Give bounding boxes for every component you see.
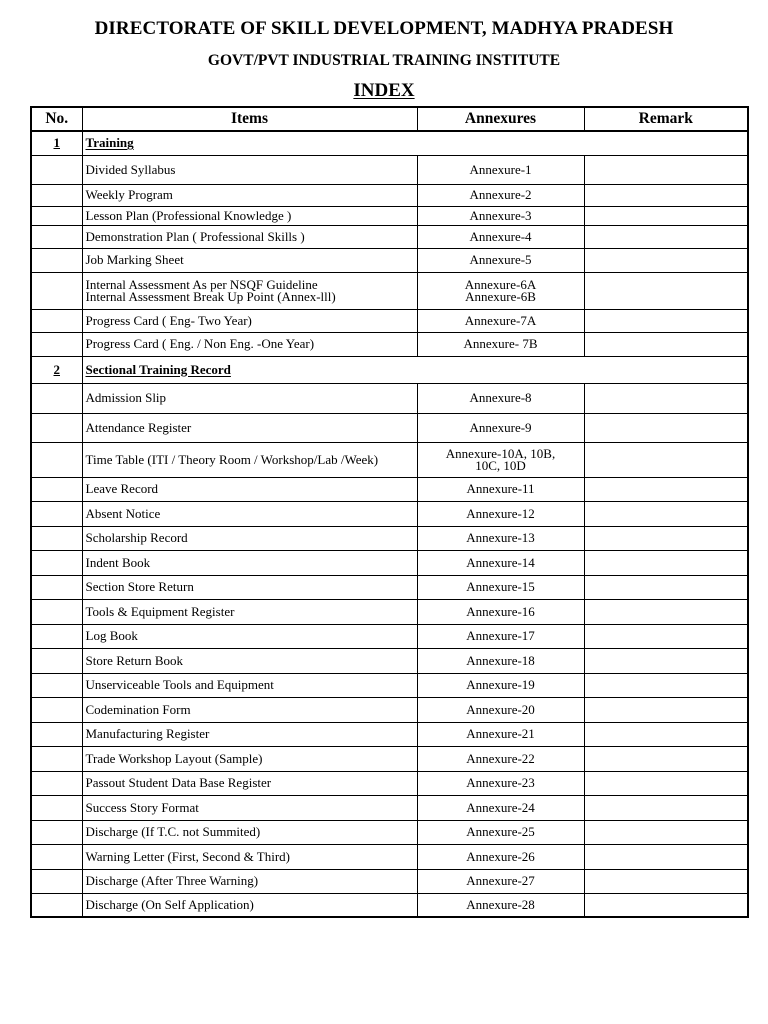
table-row (31, 442, 748, 477)
remark-cell (584, 184, 748, 206)
annexure-text: Annexure-24 (466, 799, 535, 815)
table-row (31, 383, 748, 413)
item-text: Unserviceable Tools and Equipment (85, 677, 274, 692)
item-cell (82, 844, 417, 869)
remark-cell (584, 155, 748, 184)
row-number-cell (31, 869, 82, 893)
remark-cell (584, 820, 748, 844)
row-number-cell (31, 332, 82, 356)
item-text: Discharge (After Three Warning) (85, 873, 259, 888)
remark-cell (584, 248, 748, 272)
remark-cell (584, 272, 748, 309)
annexure-cell (417, 746, 584, 771)
annexure-cell (417, 673, 584, 697)
item-cell (82, 795, 417, 820)
item-text: Codemination Form (85, 701, 191, 717)
item-cell (82, 771, 417, 795)
annexure-text: Annexure-17 (466, 628, 535, 643)
remark-cell (584, 477, 748, 501)
remark-cell (584, 442, 748, 477)
item-text: Log Book (85, 628, 138, 643)
annexure-cell (417, 383, 584, 413)
remark-cell (584, 413, 748, 442)
row-number-cell (31, 575, 82, 599)
document-subtitle: GOVT/PVT INDUSTRIAL TRAINING INSTITUTE (207, 52, 561, 69)
annexure-cell (417, 413, 584, 442)
column-header-items: Items (82, 107, 417, 131)
remark-cell (584, 648, 748, 673)
annexure-text: Annexure-14 (466, 554, 535, 570)
item-cell (82, 746, 417, 771)
annexure-text: Annexure-2 (469, 187, 532, 202)
table-body (31, 131, 748, 917)
item-cell (82, 413, 417, 442)
row-number-cell (31, 248, 82, 272)
remark-cell (584, 550, 748, 575)
row-number-cell (31, 722, 82, 746)
annexure-cell (417, 697, 584, 722)
table-row (31, 309, 748, 332)
index-heading (0, 80, 768, 102)
remark-cell (584, 673, 748, 697)
row-number-cell (31, 820, 82, 844)
remark-cell (584, 844, 748, 869)
item-text: Store Return Book (85, 652, 183, 668)
item-text-line2: Internal Assessment Break Up Point (Annex-lll) (85, 288, 336, 304)
table-row (31, 624, 748, 648)
section-row (31, 131, 748, 155)
column-header-no: No. (31, 107, 82, 131)
annexure-text: Annexure-9 (469, 419, 532, 435)
annexure-text: Annexure-26 (466, 848, 535, 864)
row-number-cell (31, 501, 82, 526)
item-cell (82, 501, 417, 526)
item-cell (82, 648, 417, 673)
table-row (31, 575, 748, 599)
column-header-remark: Remark (584, 107, 748, 131)
item-cell (82, 550, 417, 575)
table-row (31, 501, 748, 526)
annexure-text: Annexure-7A (464, 312, 537, 328)
annexure-text: Annexure-20 (466, 701, 535, 717)
table-row (31, 206, 748, 225)
remark-cell (584, 383, 748, 413)
annexure-cell (417, 225, 584, 248)
table-header-row (31, 107, 748, 131)
section-row (31, 356, 748, 383)
item-text: Scholarship Record (85, 530, 188, 545)
item-cell (82, 309, 417, 332)
column-header-annexures: Annexures (417, 107, 584, 131)
annexure-text: Annexure-11 (466, 481, 535, 496)
annexure-text: Annexure-15 (466, 579, 535, 594)
index-table (30, 106, 749, 918)
table-row (31, 893, 748, 917)
item-cell (82, 869, 417, 893)
row-number-cell (31, 225, 82, 248)
annexure-text: Annexure-3 (469, 207, 532, 223)
item-text: Warning Letter (First, Second & Third) (85, 848, 291, 864)
table-row (31, 248, 748, 272)
row-number-cell (31, 795, 82, 820)
item-cell (82, 383, 417, 413)
item-text: Trade Workshop Layout (Sample) (85, 750, 263, 766)
item-cell (82, 248, 417, 272)
annexure-text: Annexure-25 (466, 824, 535, 839)
row-number-cell (31, 272, 82, 309)
row-number-cell (31, 309, 82, 332)
item-cell (82, 155, 417, 184)
remark-cell (584, 225, 748, 248)
annexure-text: Annexure-21 (466, 726, 535, 741)
item-cell (82, 820, 417, 844)
row-number-cell (31, 442, 82, 477)
item-cell (82, 575, 417, 599)
annexure-text: Annexure-27 (466, 873, 535, 888)
table-row (31, 697, 748, 722)
remark-cell (584, 722, 748, 746)
row-number-cell (31, 771, 82, 795)
annexure-cell (417, 575, 584, 599)
section-number-text: 1 (53, 135, 60, 151)
annexure-text: Annexure-12 (466, 505, 535, 521)
section-title (82, 131, 748, 155)
annexure-cell (417, 477, 584, 501)
table-row (31, 722, 748, 746)
table-row (31, 771, 748, 795)
table-row (31, 225, 748, 248)
remark-cell (584, 697, 748, 722)
item-text: Discharge (On Self Application) (85, 896, 254, 912)
item-text: Admission Slip (85, 390, 167, 405)
row-number-cell (31, 526, 82, 550)
row-number-cell (31, 413, 82, 442)
annexure-cell (417, 155, 584, 184)
row-number-cell (31, 648, 82, 673)
annexure-cell (417, 599, 584, 624)
remark-cell (584, 771, 748, 795)
annexure-cell (417, 550, 584, 575)
remark-cell (584, 869, 748, 893)
row-number-cell (31, 477, 82, 501)
item-text: Passout Student Data Base Register (85, 775, 272, 790)
annexure-cell (417, 309, 584, 332)
annexure-cell (417, 795, 584, 820)
item-cell (82, 206, 417, 225)
annexure-text: Annexure-10A, 10B, (445, 445, 556, 461)
annexure-text: Annexure-19 (466, 677, 535, 692)
annexure-text: Annexure-28 (466, 896, 535, 912)
item-cell (82, 225, 417, 248)
table-row (31, 184, 748, 206)
remark-cell (584, 332, 748, 356)
table-row (31, 477, 748, 501)
table-row (31, 413, 748, 442)
remark-cell (584, 746, 748, 771)
item-cell (82, 184, 417, 206)
item-text: Lesson Plan (Professional Knowledge ) (85, 207, 292, 223)
annexure-text: Annexure- 7B (463, 336, 538, 351)
annexure-cell (417, 332, 584, 356)
item-cell (82, 477, 417, 501)
row-number-cell (31, 624, 82, 648)
annexure-cell (417, 248, 584, 272)
section-title (82, 356, 748, 383)
row-number-cell (31, 184, 82, 206)
annexure-text: Annexure-18 (466, 652, 535, 668)
item-text: Time Table (ITI / Theory Room / Workshop/Lab /Week) (85, 451, 379, 467)
remark-cell (584, 309, 748, 332)
row-number-cell (31, 599, 82, 624)
row-number-cell (31, 844, 82, 869)
index-heading-text: INDEX (353, 80, 415, 101)
document-title: DIRECTORATE OF SKILL DEVELOPMENT, MADHYA PRADESH (94, 18, 674, 39)
annexure-text: Annexure-8 (469, 390, 532, 405)
item-text: Tools & Equipment Register (85, 603, 235, 619)
item-cell (82, 673, 417, 697)
table-row (31, 673, 748, 697)
item-text: Success Story Format (85, 799, 199, 815)
remark-cell (584, 501, 748, 526)
table-row (31, 599, 748, 624)
item-cell (82, 332, 417, 356)
item-cell (82, 526, 417, 550)
remark-cell (584, 526, 748, 550)
annexure-cell (417, 648, 584, 673)
section-title-text: Sectional Training Record (85, 361, 231, 377)
annexure-cell (417, 184, 584, 206)
annexure-text: Annexure-16 (466, 603, 535, 619)
item-text: Section Store Return (85, 579, 194, 594)
row-number-cell (31, 746, 82, 771)
table-row (31, 332, 748, 356)
remark-cell (584, 795, 748, 820)
item-cell (82, 722, 417, 746)
section-number-text: 2 (53, 361, 60, 377)
annexure-cell (417, 722, 584, 746)
row-number-cell (31, 697, 82, 722)
table-row (31, 869, 748, 893)
table-row (31, 795, 748, 820)
remark-cell (584, 624, 748, 648)
section-number (31, 356, 82, 383)
annexure-text: Annexure-1 (469, 161, 532, 177)
row-number-cell (31, 383, 82, 413)
item-text: Demonstration Plan ( Professional Skills ) (85, 228, 305, 244)
row-number-cell (31, 893, 82, 917)
row-number-cell (31, 155, 82, 184)
annexure-cell (417, 501, 584, 526)
annexure-cell (417, 442, 584, 477)
table-row (31, 155, 748, 184)
item-text: Internal Assessment As per NSQF Guideline (85, 276, 318, 292)
row-number-cell (31, 550, 82, 575)
table-row (31, 648, 748, 673)
annexure-text: Annexure-22 (466, 750, 535, 766)
annexure-text: Annexure-4 (469, 228, 532, 244)
section-title-text: Training (85, 135, 134, 151)
item-cell (82, 599, 417, 624)
item-text: Absent Notice (85, 505, 161, 521)
annexure-cell (417, 526, 584, 550)
annexure-cell (417, 206, 584, 225)
annexure-cell (417, 893, 584, 917)
item-cell (82, 624, 417, 648)
item-text: Attendance Register (85, 419, 192, 435)
table-row (31, 746, 748, 771)
annexure-cell (417, 820, 584, 844)
annexure-cell (417, 272, 584, 309)
item-text: Progress Card ( Eng- Two Year) (85, 312, 252, 328)
item-text: Discharge (If T.C. not Summited) (85, 824, 261, 839)
annexure-cell (417, 844, 584, 869)
item-text: Indent Book (85, 554, 151, 570)
item-text: Manufacturing Register (85, 726, 210, 741)
section-number (31, 131, 82, 155)
item-text: Divided Syllabus (85, 161, 176, 177)
item-cell (82, 442, 417, 477)
remark-cell (584, 575, 748, 599)
annexure-text: Annexure-13 (466, 530, 535, 545)
table-row (31, 550, 748, 575)
item-text: Leave Record (85, 481, 159, 496)
table-row (31, 844, 748, 869)
item-text: Job Marking Sheet (85, 252, 184, 267)
annexure-cell (417, 771, 584, 795)
remark-cell (584, 893, 748, 917)
annexure-text: Annexure-6A (464, 276, 537, 292)
annexure-text: Annexure-23 (466, 775, 535, 790)
item-text: Weekly Program (85, 187, 173, 202)
table-row (31, 820, 748, 844)
table-row (31, 272, 748, 309)
remark-cell (584, 599, 748, 624)
table-row (31, 526, 748, 550)
row-number-cell (31, 673, 82, 697)
remark-cell (584, 206, 748, 225)
annexure-text: Annexure-5 (469, 252, 532, 267)
annexure-text-line2: Annexure-6B (465, 288, 536, 304)
annexure-cell (417, 624, 584, 648)
annexure-cell (417, 869, 584, 893)
row-number-cell (31, 206, 82, 225)
item-cell (82, 697, 417, 722)
annexure-text-line2: 10C, 10D (475, 457, 526, 473)
item-cell (82, 272, 417, 309)
item-text: Progress Card ( Eng. / Non Eng. -One Year) (85, 336, 315, 351)
item-cell (82, 893, 417, 917)
